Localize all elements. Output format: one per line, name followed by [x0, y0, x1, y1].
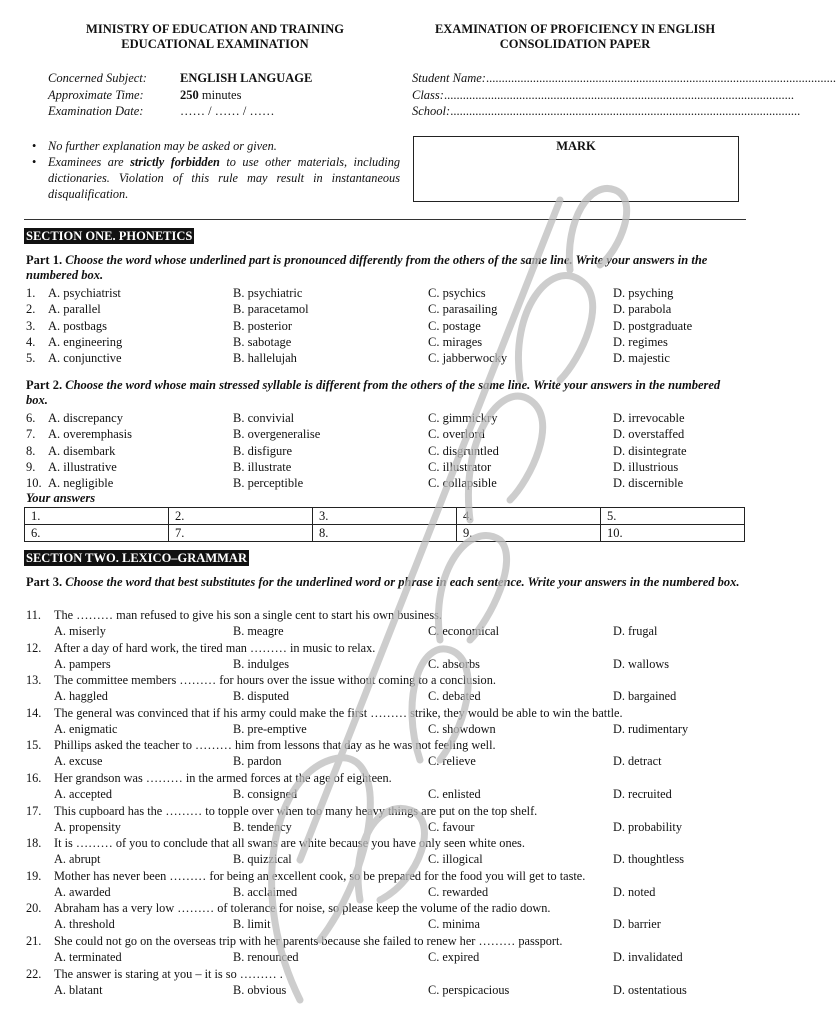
question-row [26, 350, 742, 366]
mark-label: MARK [556, 139, 596, 153]
option-c[interactable]: C. postage [428, 318, 481, 333]
option-d[interactable]: D. frugal [613, 624, 658, 638]
option-d[interactable]: D. discernible [613, 476, 684, 491]
answer-cell[interactable]: 10. [601, 525, 745, 542]
option-b[interactable]: B. meagre [233, 624, 284, 638]
part3-instruction [26, 575, 742, 590]
bullet-icon: • [32, 155, 37, 169]
option-c[interactable]: C. illustrator [428, 459, 492, 474]
option-a[interactable]: A. discrepancy [48, 411, 123, 425]
option-a[interactable]: A. conjunctive [48, 351, 122, 366]
option-a[interactable]: A. blatant [54, 982, 103, 997]
option-c[interactable]: C. showdown [428, 721, 496, 736]
rule-text: Examinees are strictly forbidden to use other materials, including dictionaries. Violation of this rule may result in instantaneous disqualification. [48, 155, 401, 201]
option-row [26, 819, 742, 835]
exam-title-header [410, 22, 740, 52]
option-d[interactable]: D. psyching [613, 286, 674, 300]
option-d[interactable]: D. bargained [613, 689, 677, 704]
question-text: Abraham has a very low ……… of tolerance for noise, so please keep the volume of the radio down. [54, 901, 551, 916]
part1-label: Part 1. [26, 253, 63, 267]
divider [24, 219, 746, 220]
question-number: 2. [26, 302, 36, 317]
question-number: 13. [26, 673, 42, 688]
time-value: 250 [180, 87, 199, 102]
question-text: It is ……… of you to conclude that all swans are white because you have only seen white ones. [54, 836, 525, 851]
option-b[interactable]: B. paracetamol [233, 302, 309, 317]
exam-info [48, 70, 388, 120]
question-row [26, 285, 742, 301]
option-b[interactable]: B. convivial [233, 411, 295, 425]
option-a[interactable]: A. miserly [54, 624, 106, 638]
option-c[interactable]: C. minima [428, 917, 480, 932]
question-row [26, 318, 742, 334]
option-b[interactable]: B. overgeneralise [233, 427, 321, 442]
option-b[interactable]: B. pardon [233, 754, 282, 769]
option-d[interactable]: D. parabola [613, 302, 672, 317]
student-info [412, 70, 836, 120]
option-c[interactable]: C. rewarded [428, 884, 489, 899]
question-row [26, 410, 742, 426]
option-row [26, 884, 742, 900]
answer-cell[interactable]: 1. [25, 508, 169, 525]
option-a[interactable]: A. accepted [54, 787, 113, 801]
option-b[interactable]: B. hallelujah [233, 351, 297, 366]
question-number: 17. [26, 803, 42, 818]
option-d[interactable]: D. illustrious [613, 459, 679, 474]
option-b[interactable]: B. indulges [233, 656, 290, 671]
option-d[interactable]: D. detract [613, 754, 662, 769]
option-row [26, 688, 742, 704]
question-number: 7. [26, 427, 36, 442]
answer-cell[interactable]: 8. [313, 525, 457, 542]
exam-board-line: EDUCATIONAL EXAMINATION [121, 37, 309, 51]
part1-instruction [26, 253, 742, 283]
question-number: 18. [26, 836, 42, 851]
option-d[interactable]: D. noted [613, 884, 656, 899]
question-row [26, 443, 742, 459]
rule-item [32, 154, 400, 202]
part3-text: Choose the word that best substitutes for the underlined word or phrase in each sentence. Write your answers in the numbered box. [62, 575, 740, 589]
question-number: 21. [26, 934, 42, 948]
rule-item [32, 138, 400, 154]
student-name-label: Student Name: [412, 71, 486, 85]
option-a[interactable]: A. enigmatic [54, 721, 118, 736]
option-a[interactable]: A. haggled [54, 689, 108, 704]
question-text: The answer is staring at you – it is so ……… . [54, 966, 283, 981]
option-d[interactable]: D. rudimentary [613, 721, 689, 736]
answer-cell[interactable]: 5. [601, 508, 745, 525]
ministry-header [60, 22, 370, 52]
option-a[interactable]: A. negligible [48, 476, 114, 491]
option-c[interactable]: C. illogical [428, 852, 483, 867]
option-b[interactable]: B. quizzical [233, 852, 292, 867]
option-row [26, 982, 742, 998]
option-a[interactable]: A. postbags [48, 318, 108, 333]
question-number: 5. [26, 351, 36, 366]
option-a[interactable]: A. disembark [48, 443, 116, 458]
option-d[interactable]: D. postgraduate [613, 318, 693, 333]
class-field[interactable]: ................................................................................................................ [443, 87, 794, 102]
option-b[interactable]: B. obvious [233, 982, 287, 997]
option-d[interactable]: D. barrier [613, 917, 661, 932]
student-name-field[interactable]: ................................................................................................................ [485, 71, 836, 85]
option-a[interactable]: A. engineering [48, 334, 123, 349]
option-c[interactable]: C. relieve [428, 754, 476, 769]
question-number: 10. [26, 476, 42, 491]
question-number: 12. [26, 640, 42, 655]
subject-value: ENGLISH LANGUAGE [180, 71, 313, 85]
option-c[interactable]: C. enlisted [428, 787, 481, 801]
question-number: 16. [26, 771, 42, 785]
option-a[interactable]: A. threshold [54, 917, 115, 932]
option-c[interactable]: C. jabberwocky [428, 351, 508, 366]
option-b[interactable]: B. tendency [233, 819, 292, 834]
exam-title-line: EXAMINATION OF PROFICIENCY IN ENGLISH [434, 22, 716, 36]
time-unit: minutes [198, 87, 242, 102]
option-a[interactable]: A. propensity [54, 819, 121, 834]
ministry-line: MINISTRY OF EDUCATION AND TRAINING [86, 22, 344, 36]
option-b[interactable]: B. posterior [233, 318, 293, 333]
question-row [26, 475, 742, 491]
option-c[interactable]: C. debated [428, 689, 481, 704]
option-d[interactable]: D. wallows [613, 656, 670, 671]
answer-table [24, 507, 745, 542]
time-label: Approximate Time: [48, 87, 144, 102]
option-c[interactable]: C. expired [428, 950, 480, 964]
option-a[interactable]: A. parallel [48, 302, 101, 317]
option-c[interactable]: C. absorbs [428, 656, 480, 671]
option-row [26, 721, 742, 737]
question-text: The ……… man refused to give his son a single cent to start his own business. [54, 608, 442, 622]
option-row [26, 623, 742, 639]
option-a[interactable]: A. overemphasis [48, 427, 133, 442]
school-label: School: [412, 104, 451, 118]
option-b[interactable]: B. renounced [233, 950, 299, 964]
option-row [26, 753, 742, 769]
option-d[interactable]: D. ostentatious [613, 982, 687, 997]
option-d[interactable]: D. irrevocable [613, 411, 685, 425]
option-d[interactable]: D. overstaffed [613, 427, 685, 442]
option-b[interactable]: B. sabotage [233, 334, 292, 349]
question-number: 19. [26, 868, 42, 883]
answer-cell[interactable]: 6. [25, 525, 169, 542]
option-c[interactable]: C. collapsible [428, 476, 497, 491]
question-number: 22. [26, 966, 42, 981]
question-row [26, 334, 742, 350]
rule-emphasis: strictly forbidden [130, 155, 220, 169]
option-row [26, 786, 742, 802]
question-number: 20. [26, 901, 42, 916]
answer-cell[interactable]: 7. [169, 525, 313, 542]
section-two-heading: SECTION TWO. LEXICO–GRAMMAR [26, 551, 247, 565]
option-b[interactable]: B. perceptible [233, 476, 304, 491]
question-text: The general was convinced that if his army could make the first ……… strike, they would be able to win the battle. [54, 705, 623, 720]
question-text: She could not go on the overseas trip with her parents because she failed to renew her ……… passport. [54, 934, 563, 948]
option-a[interactable]: A. pampers [54, 656, 111, 671]
date-label: Examination Date: [48, 104, 144, 118]
answer-cell[interactable]: 3. [313, 508, 457, 525]
option-b[interactable]: B. disfigure [233, 443, 293, 458]
section-one-heading: SECTION ONE. PHONETICS [26, 229, 193, 243]
option-d[interactable]: D. thoughtless [613, 852, 685, 867]
answer-cell[interactable]: 9. [457, 525, 601, 542]
question-number: 1. [26, 286, 36, 300]
option-d[interactable]: D. disintegrate [613, 443, 687, 458]
question-number: 3. [26, 318, 36, 333]
question-text: Mother has never been ……… for being an excellent cook, so be prepared for the food you will get to taste. [54, 868, 586, 883]
rule-text: No further explanation may be asked or given. [48, 139, 277, 153]
option-a[interactable]: A. awarded [54, 884, 111, 899]
option-b[interactable]: B. acclaimed [233, 884, 298, 899]
question-row [26, 426, 742, 442]
subject-label: Concerned Subject: [48, 71, 147, 85]
exam-rules [32, 138, 400, 202]
question-number: 14. [26, 705, 42, 720]
part2-instruction [26, 378, 742, 408]
part1-text: Choose the word whose underlined part is pronounced differently from the others of the same line. Write your answers in the numbered box. [26, 253, 708, 282]
question-text: This cupboard has the ……… to topple over when too many heavy things are put on the top shelf. [54, 803, 538, 818]
part3-label: Part 3. [26, 575, 63, 589]
question-number: 4. [26, 334, 36, 349]
question-text: Her grandson was ……… in the armed forces at the age of eighteen. [54, 771, 392, 785]
option-d[interactable]: D. majestic [613, 351, 670, 366]
option-a[interactable]: A. terminated [54, 950, 122, 964]
question-text: After a day of hard work, the tired man ……… in music to relax. [54, 640, 376, 655]
option-a[interactable]: A. abrupt [54, 852, 101, 867]
option-d[interactable]: D. regimes [613, 334, 668, 349]
your-answers-label: Your answers [26, 491, 96, 505]
option-c[interactable]: C. parasailing [428, 302, 498, 317]
answer-cell[interactable]: 4. [457, 508, 601, 525]
part2-label: Part 2. [26, 378, 63, 392]
option-a[interactable]: A. illustrative [48, 459, 117, 474]
question-number: 15. [26, 738, 42, 753]
option-a[interactable]: A. excuse [54, 754, 103, 769]
option-row [26, 916, 742, 932]
class-label: Class: [412, 87, 444, 102]
bullet-icon: • [32, 139, 37, 153]
question-text: Phillips asked the teacher to ……… him from lessons that day as he was not feeling well. [54, 738, 496, 753]
question-number: 8. [26, 443, 36, 458]
part2-text: Choose the word whose main stressed syllable is different from the others of the same line. Write your answers in the numbered box. [26, 378, 721, 407]
question-row [26, 301, 742, 317]
option-a[interactable]: A. psychiatrist [48, 286, 121, 300]
date-value: …… / …… / …… [180, 104, 275, 118]
question-number: 11. [26, 608, 41, 622]
option-c[interactable]: C. overlord [428, 427, 485, 442]
option-b[interactable]: B. limit [233, 917, 271, 932]
option-c[interactable]: C. economical [428, 624, 500, 638]
answer-cell[interactable]: 2. [169, 508, 313, 525]
option-b[interactable]: B. psychiatric [233, 286, 303, 300]
mark-box[interactable] [413, 136, 739, 202]
option-row [26, 851, 742, 867]
option-c[interactable]: C. gimmickry [428, 411, 498, 425]
paper-type-line: CONSOLIDATION PAPER [499, 37, 651, 51]
option-row [26, 949, 742, 965]
question-number: 9. [26, 459, 36, 474]
option-c[interactable]: C. mirages [428, 334, 483, 349]
option-b[interactable]: B. consigned [233, 787, 298, 801]
school-field[interactable]: ................................................................................................................ [450, 104, 801, 118]
option-c[interactable]: C. psychics [428, 286, 486, 300]
option-c[interactable]: C. favour [428, 819, 475, 834]
option-b[interactable]: B. disputed [233, 689, 290, 704]
question-number: 6. [26, 411, 36, 425]
option-d[interactable]: D. invalidated [613, 950, 683, 964]
option-c[interactable]: C. disgruntled [428, 443, 499, 458]
option-row [26, 656, 742, 672]
option-b[interactable]: B. pre-emptive [233, 721, 307, 736]
option-b[interactable]: B. illustrate [233, 459, 292, 474]
option-d[interactable]: D. recruited [613, 787, 672, 801]
question-text: The committee members ……… for hours over the issue without coming to a conclusion. [54, 673, 496, 688]
option-d[interactable]: D. probability [613, 819, 682, 834]
option-c[interactable]: C. perspicacious [428, 982, 510, 997]
question-row [26, 459, 742, 475]
